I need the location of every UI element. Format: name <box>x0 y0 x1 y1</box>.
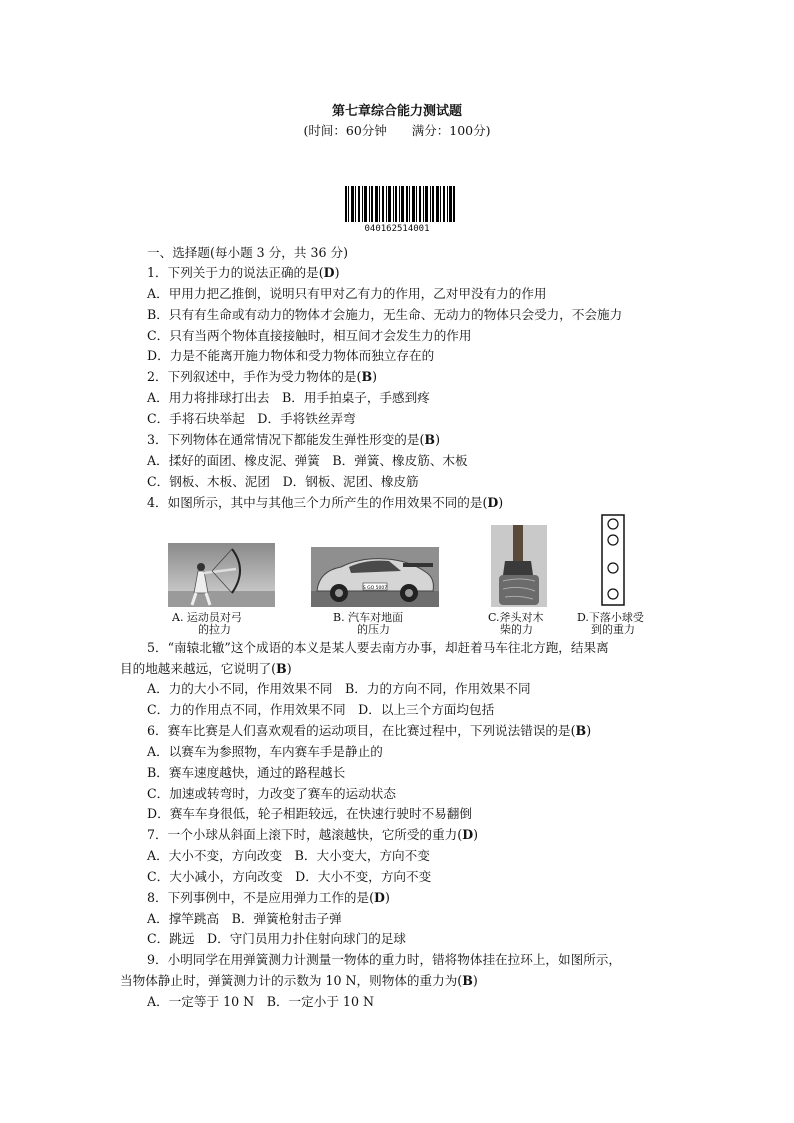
question-6-answer: B <box>575 723 587 738</box>
figure-a-caption-1: A. 运动员对弓 <box>172 611 242 624</box>
question-6-option-c: C．加速或转弯时，力改变了赛车的运动状态 <box>147 786 396 801</box>
barcode-number: 040162514001 <box>364 224 430 234</box>
question-1-answer: D <box>323 265 335 280</box>
question-8-stem: 8．下列事例中，不是应用弹力工作的是(D) <box>147 890 390 905</box>
question-8-options-cd: C．跳远 D．守门员用力扑住射向球门的足球 <box>147 931 407 946</box>
figure-d-caption-2: 到的重力 <box>591 623 635 636</box>
question-8-answer: D <box>374 890 385 905</box>
question-2-answer: B <box>361 369 373 384</box>
question-6-option-d: D．赛车车身很低，轮子相距较远，在快速行驶时不易翻倒 <box>147 806 472 821</box>
question-9-options-ab: A．一定等于 10 N B．一定小于 10 N <box>147 994 374 1009</box>
question-5-stem-line1: 5．“南辕北辙”这个成语的本义是某人要去南方办事，却赶着马车往北方跑，结果离 <box>147 640 609 655</box>
figure-b-caption-1: B. 汽车对地面 <box>333 611 404 624</box>
question-3-options-ab: A．揉好的面团、橡皮泥、弹簧 B．弹簧、橡皮筋、木板 <box>147 453 468 468</box>
barcode <box>345 186 455 222</box>
figure-archer <box>168 543 275 607</box>
question-6-option-a: A．以赛车为参照物，车内赛车手是静止的 <box>147 744 383 759</box>
question-8-options-ab: A．撑竿跳高 B．弹簧枪射击子弹 <box>147 911 342 926</box>
question-2-options-cd: C．手将石块举起 D．手将铁丝弄弯 <box>147 411 356 426</box>
page-title: 第七章综合能力测试题 <box>331 104 462 119</box>
figure-c-caption-2: 柴的力 <box>500 623 533 636</box>
question-4-answer: D <box>487 495 499 510</box>
question-5-options-ab: A．力的大小不同，作用效果不同 B．力的方向不同，作用效果不同 <box>147 681 531 696</box>
question-7-answer: D <box>462 827 474 842</box>
question-1-option-a: A．甲用力把乙推倒，说明只有甲对乙有力的作用，乙对甲没有力的作用 <box>147 286 547 301</box>
question-3-answer: B <box>424 432 436 447</box>
figure-b-caption-2: 的压力 <box>357 623 390 636</box>
question-5-answer: B <box>276 661 287 676</box>
question-7-options-cd: C．大小减小，方向改变 D．大小不变，方向不变 <box>147 869 432 884</box>
question-1-stem: 1．下列关于力的说法正确的是(D) <box>147 265 340 280</box>
figure-falling-balls <box>601 514 625 606</box>
section-heading: 一、选择题(每小题 3 分，共 36 分) <box>147 245 349 260</box>
question-6-stem: 6．赛车比赛是人们喜欢观看的运动项目，在比赛过程中，下列说法错误的是(B) <box>147 723 592 738</box>
question-4-stem: 4．如图所示，其中与其他三个力所产生的作用效果不同的是(D) <box>147 495 504 510</box>
question-7-options-ab: A．大小不变，方向改变 B．大小变大，方向不变 <box>147 848 430 863</box>
figure-c-caption-1: C.斧头对木 <box>488 611 544 624</box>
question-6-option-b: B．赛车速度越快，通过的路程越长 <box>147 765 346 780</box>
figure-d-caption-1: D.下落小球受 <box>577 611 644 624</box>
license-plate: S GO 5007 <box>362 586 388 591</box>
page-subtitle: (时间：60分钟 满分：100分) <box>303 123 491 138</box>
question-1-option-c: C．只有当两个物体直接接触时，相互间才会发生力的作用 <box>147 328 472 343</box>
question-2-options-ab: A．用力将排球打出去 B．用手拍桌子，手感到疼 <box>147 390 430 405</box>
question-2-stem: 2．下列叙述中，手作为受力物体的是(B) <box>147 369 378 384</box>
question-9-stem-line2: 当物体静止时，弹簧测力计的示数为 10 N，则物体的重力为(B) <box>120 973 478 988</box>
question-9-answer: B <box>462 973 473 988</box>
figure-car <box>311 547 439 607</box>
question-1-option-b: B．只有有生命或有动力的物体才会施力，无生命、无动力的物体只会受力，不会施力 <box>147 307 623 322</box>
figure-axe <box>491 525 547 607</box>
question-3-options-cd: C．钢板、木板、泥团 D．钢板、泥团、橡皮筋 <box>147 474 419 489</box>
question-5-options-cd: C．力的作用点不同，作用效果不同 D．以上三个方面均包括 <box>147 702 495 717</box>
question-1-option-d: D．力是不能离开施力物体和受力物体而独立存在的 <box>147 348 435 363</box>
question-5-stem-line2: 目的地越来越远，它说明了(B) <box>120 661 292 676</box>
question-9-stem-line1: 9．小明同学在用弹簧测力计测量一物体的重力时，错将物体挂在拉环上，如图所示， <box>147 952 621 967</box>
question-3-stem: 3．下列物体在通常情况下都能发生弹性形变的是(B) <box>147 432 440 447</box>
figure-a-caption-2: 的拉力 <box>198 623 231 636</box>
question-7-stem: 7．一个小球从斜面上滚下时，越滚越快，它所受的重力(D) <box>147 827 479 842</box>
